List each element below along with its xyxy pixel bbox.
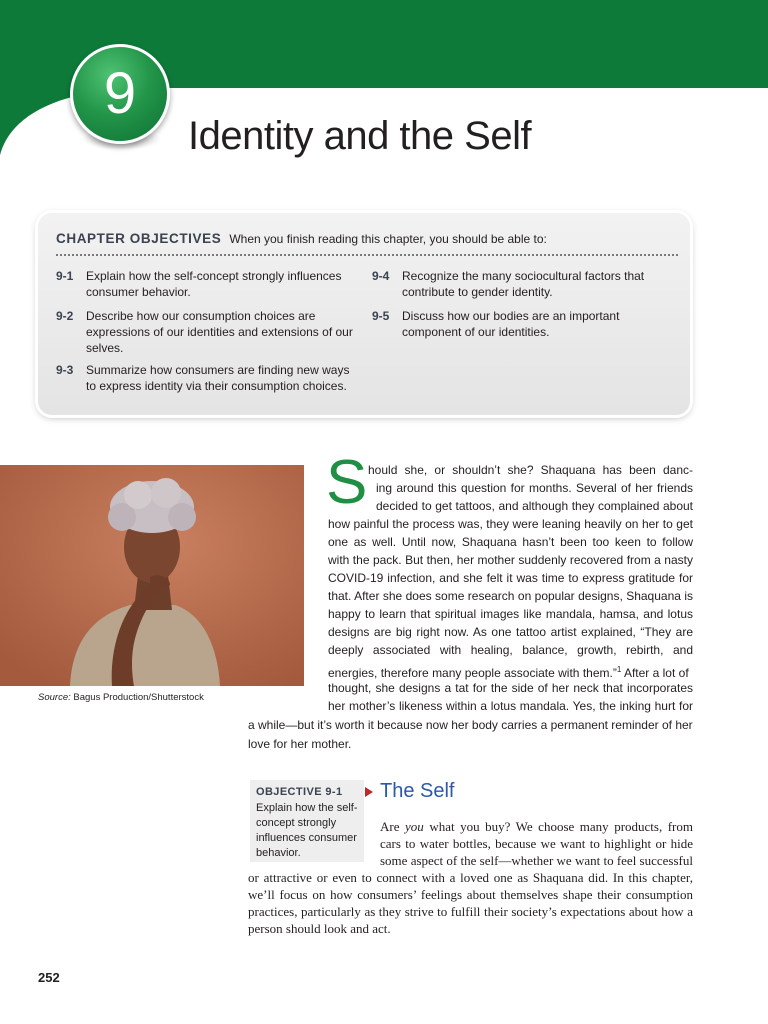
opening-line: COVID-19 infection, and she felt it was time to express gratitude for — [328, 571, 693, 585]
opening-line: deeply associated with healing, balance, growth, rebirth, and — [328, 643, 693, 657]
section-line: practices, particularly as they strive to fulfill their society’s expectations about how a — [248, 904, 693, 919]
section-line1-rest: what you buy? We choose many products, from — [429, 819, 693, 834]
opening-line: that. After she does some research on popular designs, Shaquana is — [328, 589, 693, 603]
objective-code: 9-3 — [56, 363, 74, 377]
objective-code: 9-4 — [372, 269, 390, 283]
footnote-marker: 1 — [616, 665, 622, 674]
objective-item — [372, 268, 662, 300]
opening-line-tail: After a lot of — [623, 666, 689, 680]
objective-text: Explain how the self-concept strongly influences consumer behavior. — [86, 269, 342, 299]
opening-line: one as well. Until now, Shaquana hasn’t been too keen to follow — [328, 535, 693, 549]
opening-line: how painful the process was, they were leaning heavily on her to get — [328, 517, 693, 531]
objective-item — [372, 308, 662, 340]
opening-line: a while—but it’s worth it because now her body carries a permanent reminder of her — [248, 718, 693, 732]
objective-item — [56, 362, 356, 394]
objective-code: 9-2 — [56, 309, 74, 323]
section-line: or attractive or even to connect with a loved one as Shaquana did. In this chapter, — [248, 870, 693, 885]
objective-text: Summarize how consumers are finding new ways to express identity via their consumption choices. — [86, 363, 350, 393]
objective-item — [56, 308, 356, 356]
chapter-title: Identity and the Self — [188, 114, 532, 158]
opening-line: energies, therefore many people associate with them.” — [328, 666, 617, 680]
chapter-number: 9 — [103, 61, 137, 126]
opening-line: ing around this question for months. Several of her friends — [376, 481, 693, 495]
objectives-label: CHAPTER OBJECTIVES — [56, 231, 222, 246]
section-line: some aspect of the self—whether we want to feel successful — [380, 853, 693, 868]
objective-code: 9-5 — [372, 309, 390, 323]
objective-item — [56, 268, 356, 300]
section-line-1 — [380, 818, 693, 835]
credit-source-label: Source: — [38, 692, 71, 703]
objective-sidebar-text: Explain how the self-concept strongly influences consumer behavior. — [256, 802, 358, 859]
objective-code: 9-1 — [56, 269, 74, 283]
section-title: The Self — [380, 780, 455, 802]
opening-line: designs are big right now. As one tattoo artist explained, “They are — [328, 625, 693, 639]
section-line: we’ll focus on how consumers’ feelings about themselves shape their consumption — [248, 887, 693, 902]
section-emphasis: you — [405, 819, 424, 834]
objectives-heading — [56, 230, 547, 248]
credit-text: Bagus Production/Shutterstock — [73, 692, 204, 703]
chapter-objectives-box — [38, 213, 690, 415]
section-line: cars to water bottles, because we want to highlight or hide — [380, 836, 693, 851]
objective-text: Describe how our consumption choices are expressions of our identities and extensions of our selves. — [86, 309, 353, 355]
opening-line: love for her mother. — [248, 737, 352, 751]
portrait-photo — [0, 465, 304, 686]
opening-line: with the pack. But then, her mother suddenly recovered from a nasty — [328, 553, 693, 567]
objective-sidebar — [250, 780, 364, 862]
section-arrow-icon — [365, 787, 373, 797]
opening-line: thought, she designs a tat for the side of her neck that incorporates — [328, 681, 693, 695]
photo-credit — [38, 692, 204, 703]
opening-line: decided to get tattoos, and although they complained about — [376, 499, 693, 513]
opening-line: hould she, or shouldn’t she? Shaquana has been danc- — [368, 463, 693, 477]
section-first-word: Are — [380, 819, 400, 834]
chapter-number-badge — [70, 44, 170, 144]
section-line: person should look and act. — [248, 921, 391, 936]
objective-sidebar-heading: OBJECTIVE 9-1 — [256, 786, 343, 798]
objective-text: Discuss how our bodies are an important component of our identities. — [402, 309, 620, 339]
page-number: 252 — [38, 970, 60, 985]
objectives-intro: When you finish reading this chapter, you should be able to: — [229, 232, 547, 246]
objective-text: Recognize the many sociocultural factors that contribute to gender identity. — [402, 269, 645, 299]
dotted-divider — [56, 254, 678, 256]
drop-cap: S — [326, 448, 368, 517]
opening-line: her mother’s likeness within a lotus mandala. Yes, the inking hurt for — [328, 699, 693, 713]
opening-line: happy to learn that spiritual images like mandala, hamsa, and lotus — [328, 607, 693, 621]
